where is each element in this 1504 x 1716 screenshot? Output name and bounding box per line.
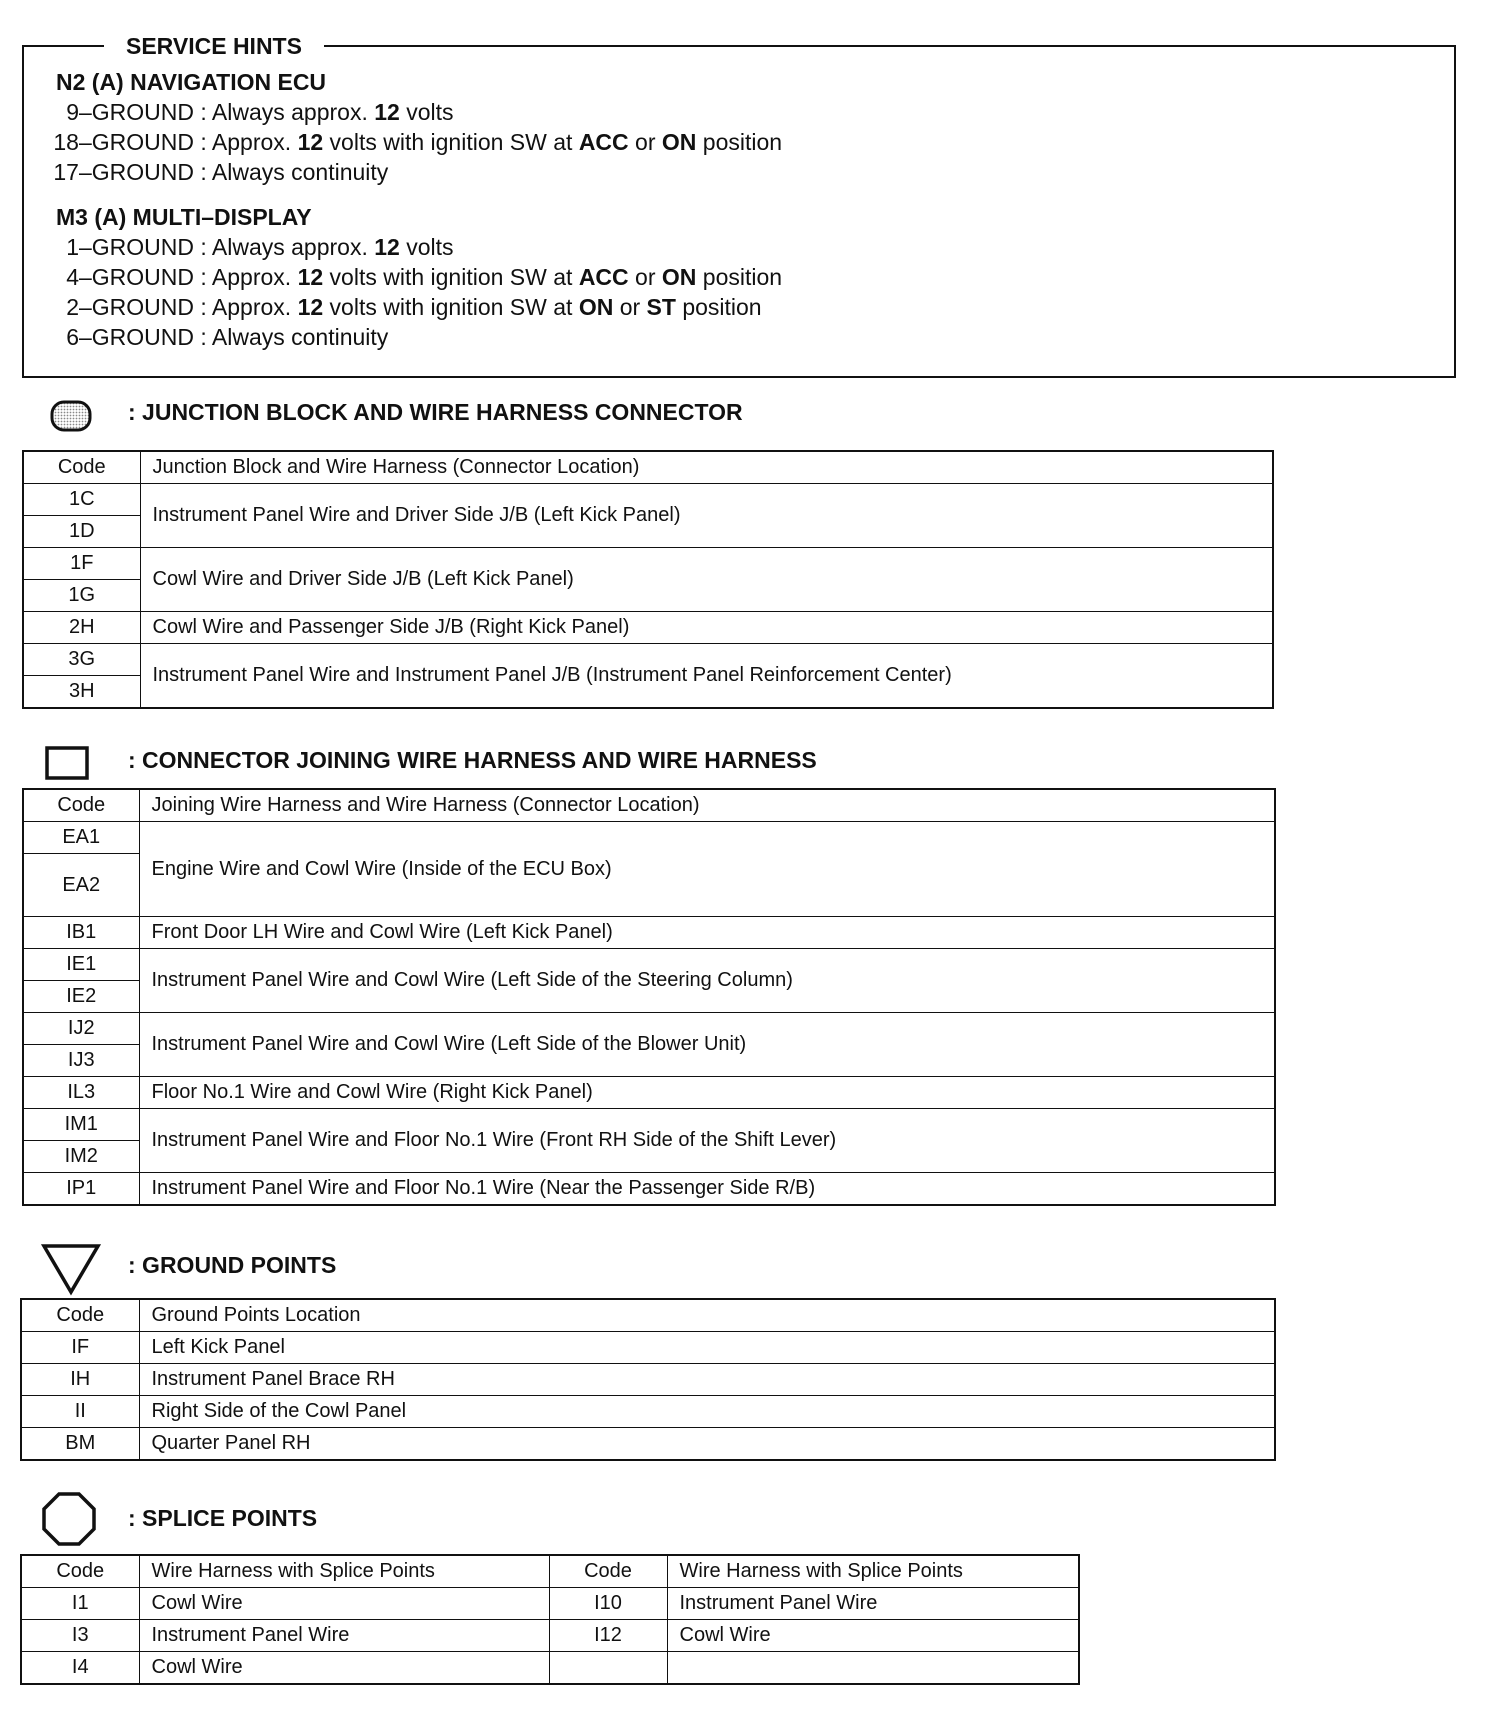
- desc-header: Junction Block and Wire Harness (Connector Location): [140, 451, 1273, 484]
- square-icon: [44, 744, 90, 782]
- hint-heading-navigation-ecu: N2 (A) NAVIGATION ECU: [56, 69, 327, 95]
- table-row: IE2: [23, 981, 1275, 1013]
- ground-table: [20, 1298, 1276, 1461]
- table-row: IJ3: [23, 1045, 1275, 1077]
- table-header-row: [23, 451, 1273, 484]
- hint-line: 18–GROUND : Approx. 12 volts with ignition SW at ACC or ON position: [53, 129, 783, 155]
- table-row: IP1 Instrument Panel Wire and Floor No.1 Wire (Near the Passenger Side R/B): [23, 1173, 1275, 1206]
- table-row: IH Instrument Panel Brace RH: [21, 1364, 1275, 1396]
- table-row: IL3 Floor No.1 Wire and Cowl Wire (Right Kick Panel): [23, 1077, 1275, 1109]
- junction-section-title: : JUNCTION BLOCK AND WIRE HARNESS CONNECTOR: [128, 399, 743, 425]
- hint-line: 1–GROUND : Always approx. 12 volts: [66, 234, 454, 260]
- table-row: IF Left Kick Panel: [21, 1332, 1275, 1364]
- table-row: EA1 Engine Wire and Cowl Wire (Inside of the ECU Box): [23, 822, 1275, 854]
- connector-table: [22, 788, 1276, 1206]
- hint-line: 9–GROUND : Always approx. 12 volts: [66, 99, 454, 125]
- hint-line: 6–GROUND : Always continuity: [66, 324, 389, 350]
- table-row: IB1 Front Door LH Wire and Cowl Wire (Left Kick Panel): [23, 917, 1275, 949]
- ground-section-title: : GROUND POINTS: [128, 1252, 337, 1278]
- table-header-row: Code Wire Harness with Splice Points Code Wire Harness with Splice Points: [21, 1555, 1079, 1588]
- table-row: II Right Side of the Cowl Panel: [21, 1396, 1275, 1428]
- table-row: I3 Instrument Panel Wire I12 Cowl Wire: [21, 1620, 1079, 1652]
- table-row: 1D: [23, 516, 1273, 548]
- octagon-icon: [40, 1490, 98, 1548]
- down-triangle-icon: [40, 1240, 102, 1298]
- hint-line: 17–GROUND : Always continuity: [53, 159, 389, 185]
- service-hints-title: SERVICE HINTS: [104, 31, 324, 61]
- table-row: IM1 Instrument Panel Wire and Floor No.1 Wire (Front RH Side of the Shift Lever): [23, 1109, 1275, 1141]
- code-header: Code: [23, 451, 140, 484]
- hint-line: 2–GROUND : Approx. 12 volts with ignition SW at ON or ST position: [66, 294, 762, 320]
- table-header-row: Code Joining Wire Harness and Wire Harness (Connector Location): [23, 789, 1275, 822]
- connector-section-title: : CONNECTOR JOINING WIRE HARNESS AND WIRE HARNESS: [128, 747, 817, 773]
- splice-table: [20, 1554, 1080, 1685]
- junction-table: [22, 450, 1274, 709]
- hint-heading-multi-display: M3 (A) MULTI–DISPLAY: [56, 204, 312, 230]
- table-row: IJ2 Instrument Panel Wire and Cowl Wire (Left Side of the Blower Unit): [23, 1013, 1275, 1045]
- table-row: 1F Cowl Wire and Driver Side J/B (Left Kick Panel): [23, 548, 1273, 580]
- table-row: I1 Cowl Wire I10 Instrument Panel Wire: [21, 1588, 1079, 1620]
- table-row: IM2: [23, 1141, 1275, 1173]
- table-row: 1G: [23, 580, 1273, 612]
- hint-line: 4–GROUND : Approx. 12 volts with ignition SW at ACC or ON position: [66, 264, 783, 290]
- table-row: 3H: [23, 676, 1273, 709]
- rounded-rect-shaded-icon: [48, 396, 94, 436]
- table-row: BM Quarter Panel RH: [21, 1428, 1275, 1461]
- table-header-row: Code Ground Points Location: [21, 1299, 1275, 1332]
- splice-section-title: : SPLICE POINTS: [128, 1505, 318, 1531]
- table-row: IE1 Instrument Panel Wire and Cowl Wire (Left Side of the Steering Column): [23, 949, 1275, 981]
- table-row: 3G Instrument Panel Wire and Instrument Panel J/B (Instrument Panel Reinforcement Center): [23, 644, 1273, 676]
- table-row: 1C Instrument Panel Wire and Driver Side J/B (Left Kick Panel): [23, 484, 1273, 516]
- service-hints-box: [22, 33, 1456, 378]
- table-row: EA2: [23, 854, 1275, 917]
- table-row: I4 Cowl Wire: [21, 1652, 1079, 1685]
- table-row: 2H Cowl Wire and Passenger Side J/B (Right Kick Panel): [23, 612, 1273, 644]
